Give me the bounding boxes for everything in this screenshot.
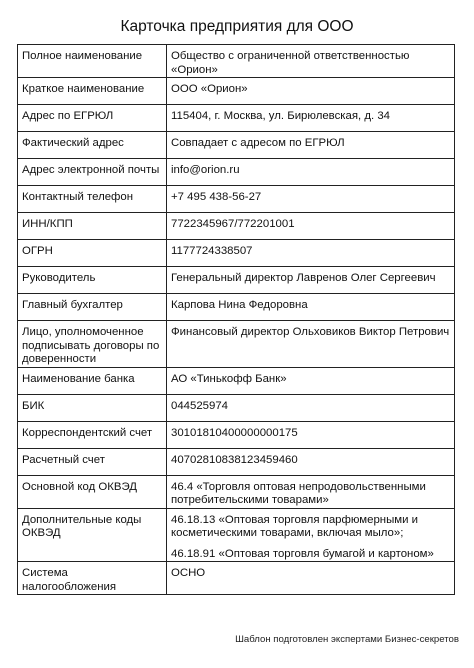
value-line: АО «Тинькофф Банк» xyxy=(171,372,287,385)
value-line: 1177724338507 xyxy=(171,245,253,257)
field-label: Руководитель xyxy=(18,267,167,294)
table-row xyxy=(18,508,455,562)
table-row xyxy=(18,562,455,595)
value-line: +7 495 438-56-27 xyxy=(171,191,262,203)
field-label: Наименование банка xyxy=(18,367,167,394)
field-value xyxy=(167,267,455,294)
field-label: Главный бухгалтер xyxy=(18,294,167,321)
table-row xyxy=(18,394,455,421)
value-line: 40702810838123459460 xyxy=(171,453,298,466)
field-value xyxy=(167,159,455,186)
field-value xyxy=(167,562,455,595)
field-value xyxy=(167,105,455,132)
field-value xyxy=(167,421,455,448)
field-value xyxy=(167,367,455,394)
field-label: Адрес электронной почты xyxy=(18,159,167,186)
field-value xyxy=(167,186,455,213)
field-label: БИК xyxy=(18,394,167,421)
field-label: Полное наименование xyxy=(18,45,167,78)
company-card-table xyxy=(17,44,455,595)
field-label: Система налогообложения xyxy=(18,562,167,595)
field-label: Адрес по ЕГРЮЛ xyxy=(18,105,167,132)
value-line: 46.18.13 «Оптовая торговля парфюмерными и косметическими товарами, включая мыло»; xyxy=(171,513,418,539)
field-value xyxy=(167,321,455,368)
field-value xyxy=(167,132,455,159)
field-label: Основной код ОКВЭД xyxy=(18,475,167,508)
value-line: 7722345967/772201001 xyxy=(171,218,295,230)
value-line: Финансовый директор Ольховиков Виктор Петрович xyxy=(171,326,450,338)
field-label: Фактический адрес xyxy=(18,132,167,159)
field-label: ОГРН xyxy=(18,240,167,267)
field-label: ИНН/КПП xyxy=(18,213,167,240)
value-line: 115404, г. Москва, ул. Бирюлевская, д. 34 xyxy=(171,110,391,122)
value-line: 46.18.91 «Оптовая торговля бумагой и картоном» xyxy=(171,547,434,560)
table-row xyxy=(18,475,455,508)
value-line: Совпадает с адресом по ЕГРЮЛ xyxy=(171,137,345,149)
field-value xyxy=(167,78,455,105)
field-value xyxy=(167,508,455,562)
table-row xyxy=(18,240,455,267)
field-label: Дополнительные коды ОКВЭД xyxy=(18,508,167,562)
table-row xyxy=(18,159,455,186)
field-value xyxy=(167,294,455,321)
table-row xyxy=(18,45,455,78)
field-value xyxy=(167,475,455,508)
table-row xyxy=(18,105,455,132)
field-label: Расчетный счет xyxy=(18,448,167,475)
table-row xyxy=(18,267,455,294)
value-line: 30101810400000000175 xyxy=(171,426,298,439)
table-row xyxy=(18,213,455,240)
value-line: ОСНО xyxy=(171,567,206,579)
field-value xyxy=(167,240,455,267)
field-value xyxy=(167,45,455,78)
value-line: 044525974 xyxy=(171,399,229,412)
value-line: Карпова Нина Федоровна xyxy=(171,299,308,311)
table-row xyxy=(18,367,455,394)
table-row xyxy=(18,321,455,368)
table-row xyxy=(18,294,455,321)
field-label: Лицо, уполномоченное подписывать договоры по доверенности xyxy=(18,321,167,368)
field-label: Краткое наименование xyxy=(18,78,167,105)
field-label: Корреспондентский счет xyxy=(18,421,167,448)
value-line: ООО «Орион» xyxy=(171,83,248,95)
value-line: 46.4 «Торговля оптовая непродовольственными потребительскими товарами» xyxy=(171,480,426,506)
field-value xyxy=(167,448,455,475)
value-line: info@orion.ru xyxy=(171,164,240,176)
table-row xyxy=(18,448,455,475)
table-row xyxy=(18,132,455,159)
field-label: Контактный телефон xyxy=(18,186,167,213)
table-row xyxy=(18,78,455,105)
value-line: Генеральный директор Лавренов Олег Сергеевич xyxy=(171,272,436,284)
footer-note: Шаблон подготовлен экспертами Бизнес-секретов xyxy=(235,634,459,645)
table-row xyxy=(18,421,455,448)
value-line: Общество с ограниченной ответственностью «Орион» xyxy=(171,50,410,76)
table-row xyxy=(18,186,455,213)
field-value xyxy=(167,394,455,421)
page-title: Карточка предприятия для ООО xyxy=(120,18,354,35)
value-gap xyxy=(171,541,450,548)
field-value xyxy=(167,213,455,240)
